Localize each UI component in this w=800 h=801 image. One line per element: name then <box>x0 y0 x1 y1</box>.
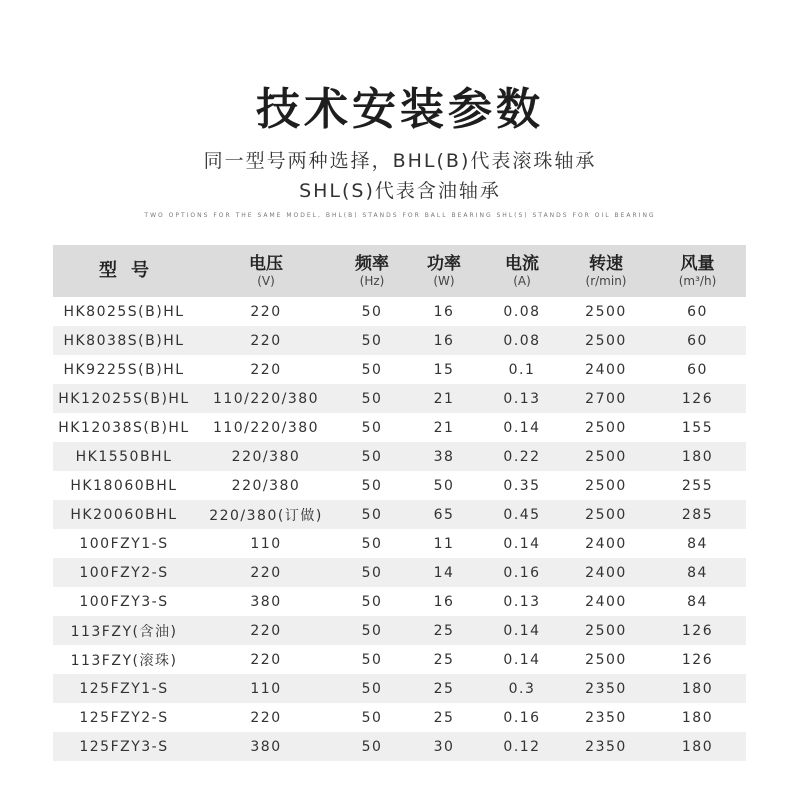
cell-current: 0.08 <box>503 332 541 349</box>
cell-power: 21 <box>433 390 455 407</box>
header-voltage-label: 电压 <box>249 253 283 274</box>
cell-speed: 2500 <box>585 303 627 320</box>
spec-table-body <box>53 297 746 761</box>
cell-power: 50 <box>433 477 455 494</box>
table-row <box>53 732 746 761</box>
header-airflow <box>649 245 746 297</box>
cell-current: 0.45 <box>503 506 541 523</box>
cell-current: 0.1 <box>508 361 536 378</box>
header-frequency-unit: (Hz) <box>359 273 385 288</box>
cell-model: 113FZY(含油) <box>70 623 178 640</box>
header-voltage-unit: (V) <box>257 273 275 288</box>
cell-airflow: 84 <box>687 535 708 552</box>
cell-power: 65 <box>433 506 455 523</box>
cell-power: 15 <box>433 361 455 378</box>
cell-frequency: 50 <box>361 448 383 465</box>
header-current <box>481 245 563 297</box>
cell-power: 16 <box>433 303 455 320</box>
header-speed-unit: (r/min) <box>585 273 627 288</box>
header-airflow-unit: (m³/h) <box>678 273 717 288</box>
cell-airflow: 60 <box>687 361 708 378</box>
cell-airflow: 126 <box>681 390 714 407</box>
cell-voltage: 220 <box>250 622 282 639</box>
cell-speed: 2400 <box>585 535 627 552</box>
table-row <box>53 326 746 355</box>
table-row <box>53 529 746 558</box>
cell-power: 14 <box>433 564 455 581</box>
spec-table <box>53 245 746 761</box>
spec-table-header <box>53 245 746 297</box>
header-frequency <box>337 245 407 297</box>
cell-voltage: 220/380(订做) <box>209 507 323 524</box>
table-row <box>53 558 746 587</box>
cell-airflow: 60 <box>687 303 708 320</box>
cell-voltage: 220 <box>250 709 282 726</box>
cell-current: 0.12 <box>503 738 541 755</box>
cell-voltage: 220/380 <box>231 448 301 465</box>
table-row <box>53 645 746 674</box>
cell-airflow: 60 <box>687 332 708 349</box>
cell-voltage: 380 <box>250 593 282 610</box>
cell-current: 0.13 <box>503 593 541 610</box>
cell-speed: 2500 <box>585 651 627 668</box>
cell-speed: 2400 <box>585 593 627 610</box>
cell-airflow: 84 <box>687 564 708 581</box>
cell-frequency: 50 <box>361 332 383 349</box>
cell-frequency: 50 <box>361 506 383 523</box>
cell-frequency: 50 <box>361 593 383 610</box>
cell-power: 30 <box>433 738 455 755</box>
header-power <box>407 245 481 297</box>
cell-frequency: 50 <box>361 564 383 581</box>
cell-voltage: 220 <box>250 361 282 378</box>
table-row <box>53 355 746 384</box>
cell-airflow: 180 <box>681 448 714 465</box>
header-speed-label: 转速 <box>589 253 623 274</box>
cell-speed: 2500 <box>585 419 627 436</box>
cell-speed: 2400 <box>585 564 627 581</box>
table-row <box>53 442 746 471</box>
cell-current: 0.35 <box>503 477 541 494</box>
cell-model: 100FZY2-S <box>79 564 169 581</box>
header-speed <box>563 245 649 297</box>
page-title: 技术安装参数 <box>256 84 544 135</box>
cell-model: HK8025S(B)HL <box>63 303 185 320</box>
cell-model: HK18060BHL <box>70 477 178 494</box>
cell-current: 0.14 <box>503 535 541 552</box>
cell-power: 11 <box>433 535 455 552</box>
cell-current: 0.16 <box>503 709 541 726</box>
cell-model: HK8038S(B)HL <box>63 332 185 349</box>
cell-frequency: 50 <box>361 651 383 668</box>
table-row <box>53 587 746 616</box>
cell-model: 113FZY(滚珠) <box>70 652 178 669</box>
table-row <box>53 674 746 703</box>
table-row <box>53 384 746 413</box>
header-airflow-label: 风量 <box>680 253 715 274</box>
cell-airflow: 285 <box>681 506 714 523</box>
cell-current: 0.14 <box>503 651 541 668</box>
subtitle-line-1: 同一型号两种选择，BHL(B)代表滚珠轴承 <box>203 150 597 172</box>
cell-speed: 2350 <box>585 680 627 697</box>
cell-model: HK9225S(B)HL <box>63 361 185 378</box>
cell-frequency: 50 <box>361 535 383 552</box>
cell-power: 16 <box>433 593 455 610</box>
cell-frequency: 50 <box>361 477 383 494</box>
cell-voltage: 110/220/380 <box>212 390 320 407</box>
header-voltage <box>195 245 337 297</box>
cell-frequency: 50 <box>361 680 383 697</box>
cell-power: 16 <box>433 332 455 349</box>
english-note: TWO OPTIONS FOR THE SAME MODEL, BHL(B) STANDS FOR BALL BEARING SHL(S) STANDS FOR OIL BEARING <box>144 212 656 219</box>
cell-voltage: 220 <box>250 332 282 349</box>
table-row <box>53 703 746 732</box>
cell-speed: 2500 <box>585 448 627 465</box>
cell-model: HK20060BHL <box>70 506 178 523</box>
cell-model: 125FZY2-S <box>79 709 169 726</box>
cell-frequency: 50 <box>361 361 383 378</box>
table-row <box>53 297 746 326</box>
cell-speed: 2700 <box>585 390 627 407</box>
header-power-unit: (W) <box>433 273 455 288</box>
header-power-label: 功率 <box>427 253 461 274</box>
cell-power: 25 <box>433 709 455 726</box>
subtitle-line-2: SHL(S)代表含油轴承 <box>299 180 501 202</box>
cell-current: 0.08 <box>503 303 541 320</box>
cell-airflow: 180 <box>681 709 714 726</box>
table-row <box>53 616 746 645</box>
cell-voltage: 110 <box>250 535 282 552</box>
cell-frequency: 50 <box>361 419 383 436</box>
cell-model: 100FZY3-S <box>79 593 169 610</box>
cell-speed: 2350 <box>585 738 627 755</box>
cell-voltage: 110/220/380 <box>212 419 320 436</box>
cell-voltage: 220 <box>250 651 282 668</box>
cell-speed: 2350 <box>585 709 627 726</box>
cell-speed: 2500 <box>585 506 627 523</box>
cell-voltage: 380 <box>250 738 282 755</box>
cell-frequency: 50 <box>361 738 383 755</box>
table-row <box>53 471 746 500</box>
header-current-unit: (A) <box>513 273 531 288</box>
cell-model: 100FZY1-S <box>79 535 169 552</box>
cell-model: HK12038S(B)HL <box>58 419 190 436</box>
cell-voltage: 220 <box>250 303 282 320</box>
cell-speed: 2500 <box>585 477 627 494</box>
header-frequency-label: 频率 <box>355 253 389 274</box>
cell-frequency: 50 <box>361 390 383 407</box>
cell-airflow: 155 <box>681 419 714 436</box>
cell-voltage: 220/380 <box>231 477 301 494</box>
cell-speed: 2500 <box>585 622 627 639</box>
cell-power: 25 <box>433 680 455 697</box>
cell-model: 125FZY3-S <box>79 738 169 755</box>
cell-airflow: 180 <box>681 680 714 697</box>
cell-current: 0.16 <box>503 564 541 581</box>
cell-model: 125FZY1-S <box>79 680 169 697</box>
cell-current: 0.3 <box>508 680 536 697</box>
cell-voltage: 220 <box>250 564 282 581</box>
cell-power: 25 <box>433 622 455 639</box>
cell-model: HK1550BHL <box>75 448 173 465</box>
cell-power: 21 <box>433 419 455 436</box>
cell-airflow: 84 <box>687 593 708 610</box>
cell-power: 25 <box>433 651 455 668</box>
cell-model: HK12025S(B)HL <box>58 390 190 407</box>
cell-airflow: 180 <box>681 738 714 755</box>
cell-airflow: 255 <box>681 477 714 494</box>
cell-airflow: 126 <box>681 622 714 639</box>
header-model <box>53 245 195 297</box>
cell-frequency: 50 <box>361 303 383 320</box>
cell-current: 0.14 <box>503 419 541 436</box>
table-row <box>53 413 746 442</box>
header-current-label: 电流 <box>505 253 539 274</box>
cell-frequency: 50 <box>361 622 383 639</box>
cell-current: 0.13 <box>503 390 541 407</box>
cell-current: 0.22 <box>503 448 541 465</box>
cell-voltage: 110 <box>250 680 282 697</box>
header-row <box>53 245 746 297</box>
cell-speed: 2500 <box>585 332 627 349</box>
header-model-label: 型号 <box>99 260 163 281</box>
cell-airflow: 126 <box>681 651 714 668</box>
cell-power: 38 <box>433 448 455 465</box>
cell-speed: 2400 <box>585 361 627 378</box>
table-row <box>53 500 746 529</box>
cell-current: 0.14 <box>503 622 541 639</box>
cell-frequency: 50 <box>361 709 383 726</box>
